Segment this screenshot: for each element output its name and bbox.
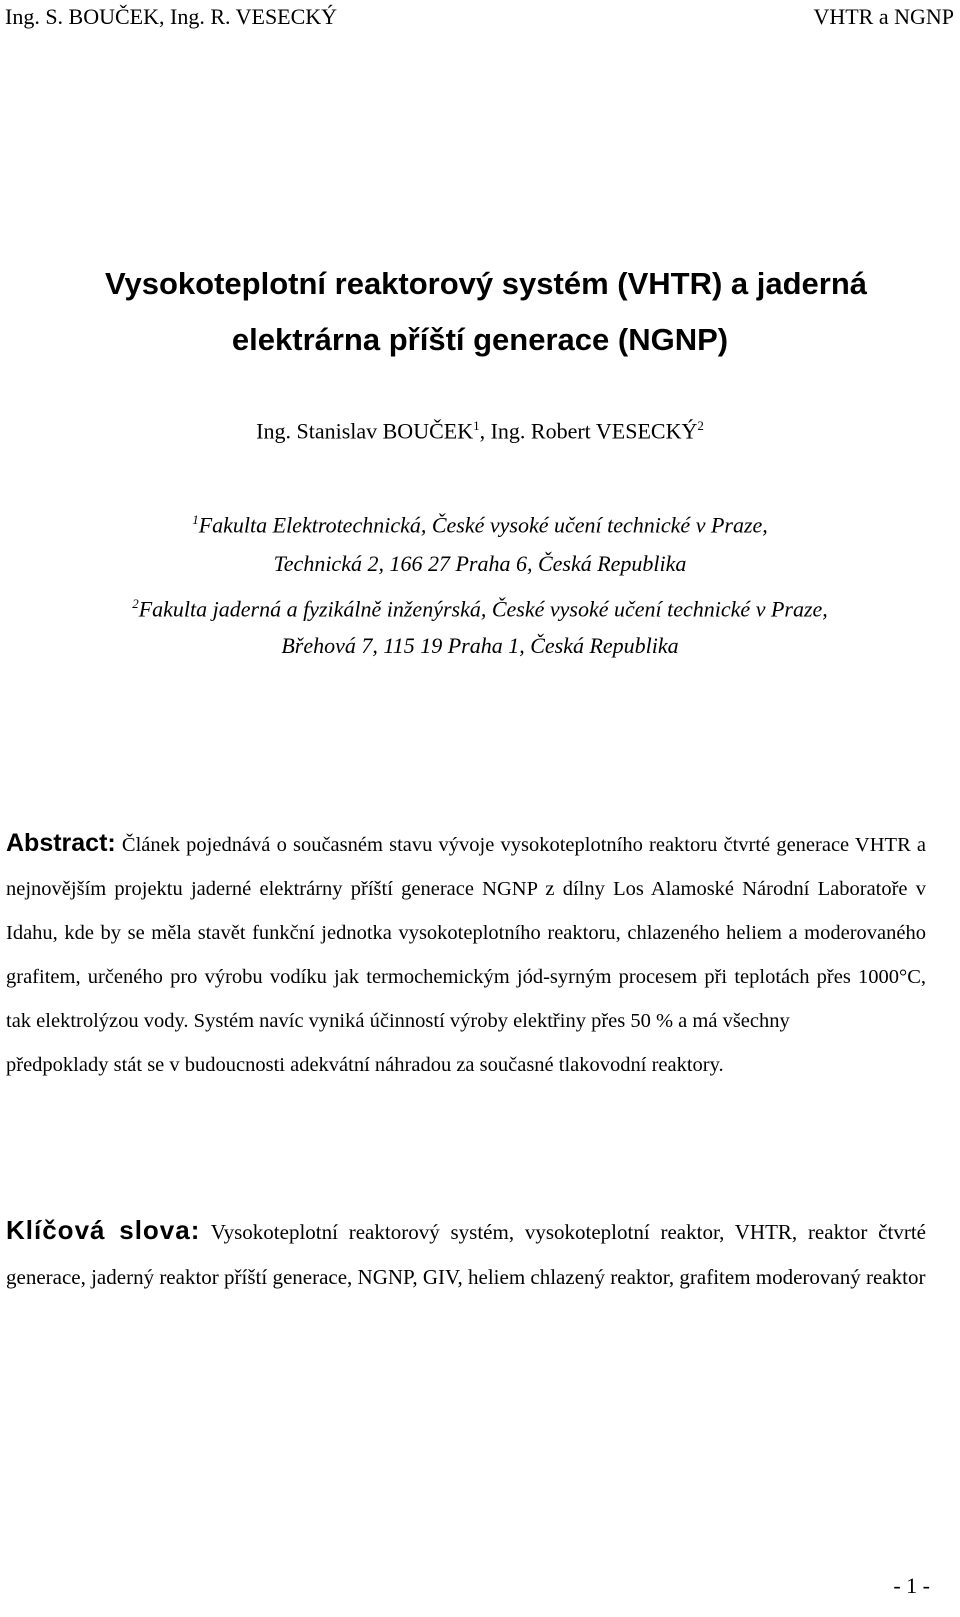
header-authors: Ing. S. BOUČEK, Ing. R. VESECKÝ [5,4,338,29]
author-1-affiliation-mark: 1 [473,418,480,433]
abstract-label: Abstract: [6,829,116,857]
page-number: - 1 - [893,1573,930,1598]
keywords [6,1208,926,1300]
abstract-text: Článek pojednává o současném stavu vývoje vysokoteplotního reaktoru čtvrté generace VHTR a nejnovějším projektu jaderné elektrárny příští generace NGNP z dílny Los Alamoské Národní Laboratoře v Idahu, kde by se měla stavět funkční jednotka vysokoteplotního reaktoru, chlazeného heliem a moderovaného grafitem, určeného pro výrobu vodíku jak termochemickým jód-syrným procesem při teplotách přes 1000°C, tak elektrolýzou vody. Systém navíc vyniká účinností výroby elektřiny přes 50 % a má všechny [6,834,927,1032]
paper-title-line-1: Vysokoteplotní reaktorový systém (VHTR) a jaderná [104,266,868,301]
affiliation-1-address: Technická 2, 166 27 Praha 6, Česká Republika [273,551,687,576]
affiliation-2-line-1 [0,584,960,629]
header-short-title: VHTR a NGNP [813,4,954,29]
keywords-text: Vysokoteplotní reaktorový systém, vysokoteplotní reaktor, VHTR, reaktor čtvrté generace, jaderný reaktor příští generace, NGNP, GIV, heliem chlazený reaktor, grafitem moderovaný reaktor [6,1220,926,1289]
affiliation-1-institution: Fakulta Elektrotechnická, České vysoké učení technické v Praze, [198,512,768,538]
author-2-name: , Ing. Robert VESECKÝ [479,418,698,444]
abstract-last-line: předpoklady stát se v budoucnosti adekvátní náhradou za současné tlakovodní reaktory. [6,1054,724,1076]
author-2-affiliation-mark: 2 [697,418,704,433]
affiliation-1-line-1 [0,500,960,545]
abstract [6,821,926,1087]
author-1-name: Ing. Stanislav BOUČEK [256,418,474,444]
affiliation-2-mark: 2 [132,596,139,611]
affiliation-2-address: Břehová 7, 115 19 Praha 1, Česká Republika [281,633,679,658]
affiliation-1-mark: 1 [192,512,199,527]
paper-title-line-2: elektrárna příští generace (NGNP) [231,322,729,357]
running-header [5,4,954,34]
affiliation-2-institution: Fakulta jaderná a fyzikálně inženýrská, České vysoké učení technické v Praze, [138,596,828,622]
author-line [0,418,960,444]
keywords-label: Klíčová slova: [6,1215,201,1245]
